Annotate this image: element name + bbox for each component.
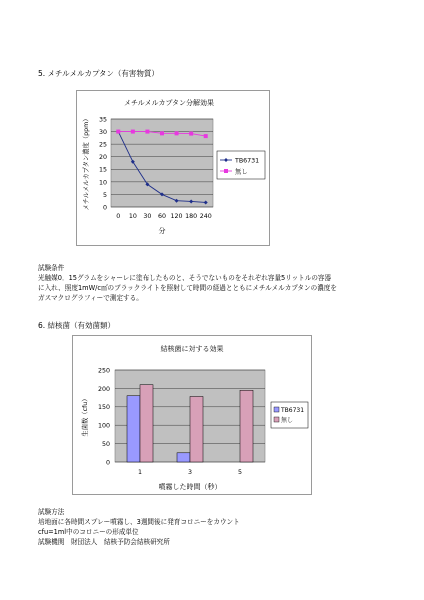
method-block bbox=[38, 507, 338, 547]
x-tick-label: 10 bbox=[128, 213, 137, 220]
x-tick-label: 0 bbox=[116, 213, 121, 220]
y-axis-label: メチルメルカプタン濃度（ppm） bbox=[83, 115, 90, 211]
x-tick-label: 5 bbox=[237, 469, 243, 476]
data-point bbox=[204, 134, 208, 138]
x-tick-label: 3 bbox=[187, 469, 193, 476]
x-axis-label: 噴霧した時間（秒） bbox=[158, 483, 222, 491]
data-point bbox=[189, 132, 193, 136]
y-tick-label: 250 bbox=[97, 367, 110, 375]
bar-1 bbox=[127, 396, 140, 462]
legend-label: TB6731 bbox=[235, 157, 260, 165]
tb-chart-frame bbox=[72, 335, 312, 495]
bar-1 bbox=[177, 453, 190, 462]
legend-label: TB6731 bbox=[281, 406, 305, 414]
x-tick-label: 60 bbox=[157, 213, 167, 220]
y-tick-label: 0 bbox=[105, 459, 110, 467]
data-point bbox=[116, 130, 120, 134]
y-tick-label: 25 bbox=[98, 141, 107, 149]
data-point bbox=[131, 130, 135, 134]
legend-swatch bbox=[274, 417, 279, 422]
x-tick-label: 120 bbox=[170, 213, 183, 220]
section-5-heading: 5. メチルメルカプタン（有害物質） bbox=[38, 69, 159, 78]
y-axis-label: 生菌数（cfu） bbox=[82, 395, 89, 437]
data-point bbox=[160, 131, 164, 135]
method-line-1: 培地面に各時間スプレー噴霧し、3週間後に発育コロニーをカウント bbox=[38, 518, 240, 526]
x-tick-label: 30 bbox=[143, 213, 152, 220]
tuberculosis-bar-chart bbox=[73, 336, 311, 494]
legend-label: 無し bbox=[281, 416, 294, 424]
conditions-line-2: に入れ、照度1mW/c㎡のブラックライトを照射して時間の経過とともにメチルメルカプタンの濃度を bbox=[38, 284, 337, 292]
y-tick-label: 20 bbox=[98, 154, 107, 162]
conditions-line-1: 光触媒0．15グラムをシャーレに塗布したものと、そうでないものをそれぞれ容量5リットルの容器 bbox=[38, 274, 332, 282]
mercaptan-line-chart bbox=[77, 91, 269, 245]
bar-2 bbox=[140, 385, 153, 462]
x-axis-label: 分 bbox=[158, 227, 166, 235]
y-tick-label: 30 bbox=[98, 128, 107, 136]
x-tick-label: 180 bbox=[185, 213, 198, 220]
y-tick-label: 15 bbox=[98, 166, 107, 174]
x-tick-label: 240 bbox=[199, 213, 212, 220]
y-tick-label: 100 bbox=[97, 422, 110, 430]
x-tick-label: 1 bbox=[137, 469, 143, 476]
y-tick-label: 150 bbox=[97, 404, 110, 412]
chart-title: 結核菌に対する効果 bbox=[160, 345, 224, 353]
legend-label: 無し bbox=[235, 168, 248, 176]
bar-2 bbox=[240, 390, 253, 462]
y-tick-label: 200 bbox=[97, 385, 110, 393]
y-tick-label: 5 bbox=[102, 191, 107, 199]
y-tick-label: 35 bbox=[98, 116, 107, 124]
method-title: 試験方法 bbox=[38, 508, 65, 516]
bar-2 bbox=[190, 396, 203, 462]
y-tick-label: 0 bbox=[102, 204, 107, 212]
data-point bbox=[145, 130, 149, 134]
conditions-line-3: ガスマクログラフィーで測定する。 bbox=[38, 294, 143, 302]
conditions-title: 試験条件 bbox=[38, 264, 65, 272]
conditions-block bbox=[38, 263, 354, 303]
legend-swatch bbox=[274, 407, 279, 412]
method-line-3: 試験機関 財団法人 結核予防会結核研究所 bbox=[38, 538, 170, 546]
chart-title: メチルメルカプタン分解効果 bbox=[124, 99, 214, 107]
y-tick-label: 50 bbox=[101, 441, 110, 448]
method-line-2: cfu=1ml中のコロニーの形成単位 bbox=[38, 528, 139, 536]
mercaptan-chart-frame bbox=[76, 90, 270, 246]
y-tick-label: 10 bbox=[98, 179, 107, 187]
section-6-heading: 6. 結核菌（有効菌類） bbox=[38, 321, 116, 330]
legend-marker bbox=[224, 169, 228, 173]
data-point bbox=[175, 131, 179, 135]
